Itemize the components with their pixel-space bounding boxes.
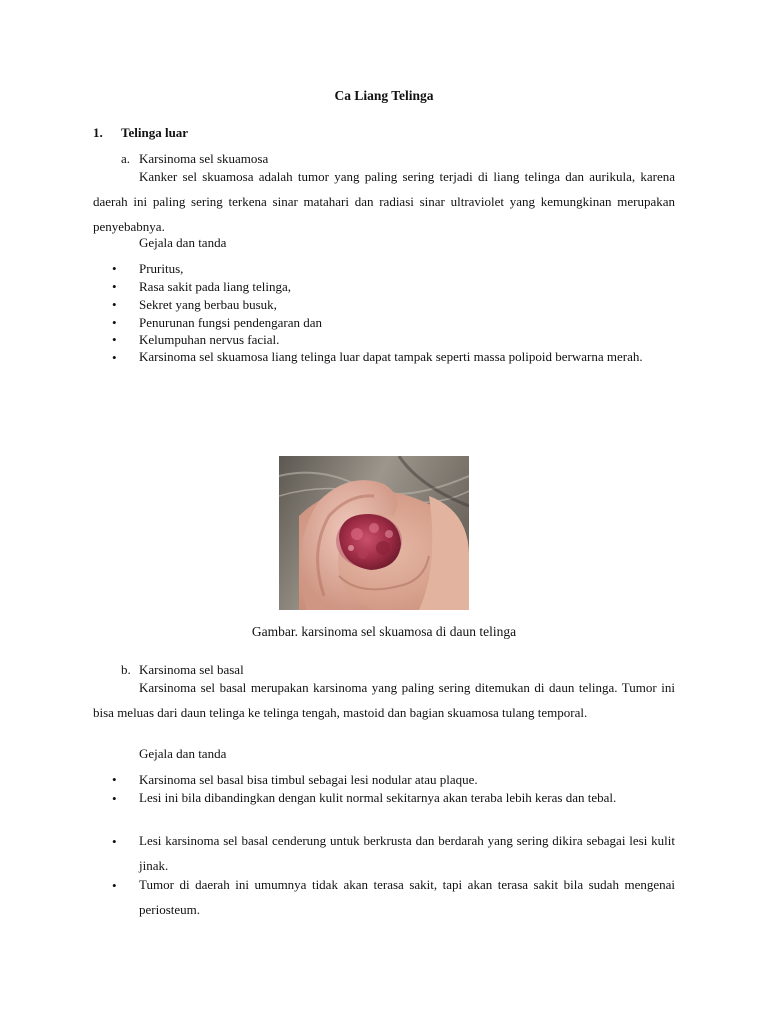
list-item-text: Lesi ini bila dibandingkan dengan kulit normal sekitarnya akan teraba lebih keras dan tebal. xyxy=(139,790,617,805)
subsection-a-paragraph: Kanker sel skuamosa adalah tumor yang paling sering terjadi di liang telinga dan aurikula, karena daerah ini paling sering terkena sinar matahari dan radiasi sinar ultraviolet yang kemungkinan merupakan penyebabnya. xyxy=(93,169,675,234)
subsection-b-signs-heading: Gejala dan tanda xyxy=(139,746,227,761)
subsection-b-label: b. xyxy=(121,662,131,677)
list-item-text: Sekret yang berbau busuk, xyxy=(139,297,277,312)
subsection-b-paragraph: Karsinoma sel basal merupakan karsinoma yang paling sering ditemukan di daun telinga. Tumor ini bisa meluas dari daun telinga ke telinga tengah, mastoid dan bagian skuamosa tulang temporal. xyxy=(93,680,675,720)
bullet-icon: • xyxy=(112,834,117,849)
subsection-a-heading: Karsinoma sel skuamosa xyxy=(139,151,269,166)
bullet-icon: • xyxy=(112,350,117,365)
bullet-icon: • xyxy=(112,261,117,276)
subsection-a-signs-heading: Gejala dan tanda xyxy=(139,235,227,250)
bullet-icon: • xyxy=(112,332,117,347)
bullet-icon: • xyxy=(112,772,117,787)
figure-caption: Gambar. karsinoma sel skuamosa di daun telinga xyxy=(251,624,517,639)
bullet-icon: • xyxy=(112,297,117,312)
bullet-icon: • xyxy=(112,315,117,330)
list-item-text: Karsinoma sel skuamosa liang telinga luar dapat tampak seperti massa polipoid berwarna merah. xyxy=(139,349,643,364)
list-item-text: Pruritus, xyxy=(139,261,184,276)
bullet-icon: • xyxy=(112,791,117,806)
list-item-text: Rasa sakit pada liang telinga, xyxy=(139,279,291,294)
subsection-b-heading: Karsinoma sel basal xyxy=(139,662,244,677)
bullet-icon: • xyxy=(112,279,117,294)
section-heading: Telinga luar xyxy=(121,125,189,140)
section-number: 1. xyxy=(93,125,103,140)
bullet-icon: • xyxy=(112,878,117,893)
list-item-text: Tumor di daerah ini umumnya tidak akan terasa sakit, tapi akan terasa sakit bila sudah mengenai periosteum. xyxy=(139,877,675,917)
page-title: Ca Liang Telinga xyxy=(334,88,434,103)
list-item-text: Penurunan fungsi pendengaran dan xyxy=(139,315,323,330)
subsection-a-label: a. xyxy=(121,151,131,166)
list-item-text: Karsinoma sel basal bisa timbul sebagai lesi nodular atau plaque. xyxy=(139,772,478,787)
ear-carcinoma-photo xyxy=(279,456,469,610)
list-item-text: Lesi karsinoma sel basal cenderung untuk berkrusta dan berdarah yang sering dikira sebagai lesi kulit jinak. xyxy=(139,833,675,873)
list-item-text: Kelumpuhan nervus facial. xyxy=(139,332,280,347)
